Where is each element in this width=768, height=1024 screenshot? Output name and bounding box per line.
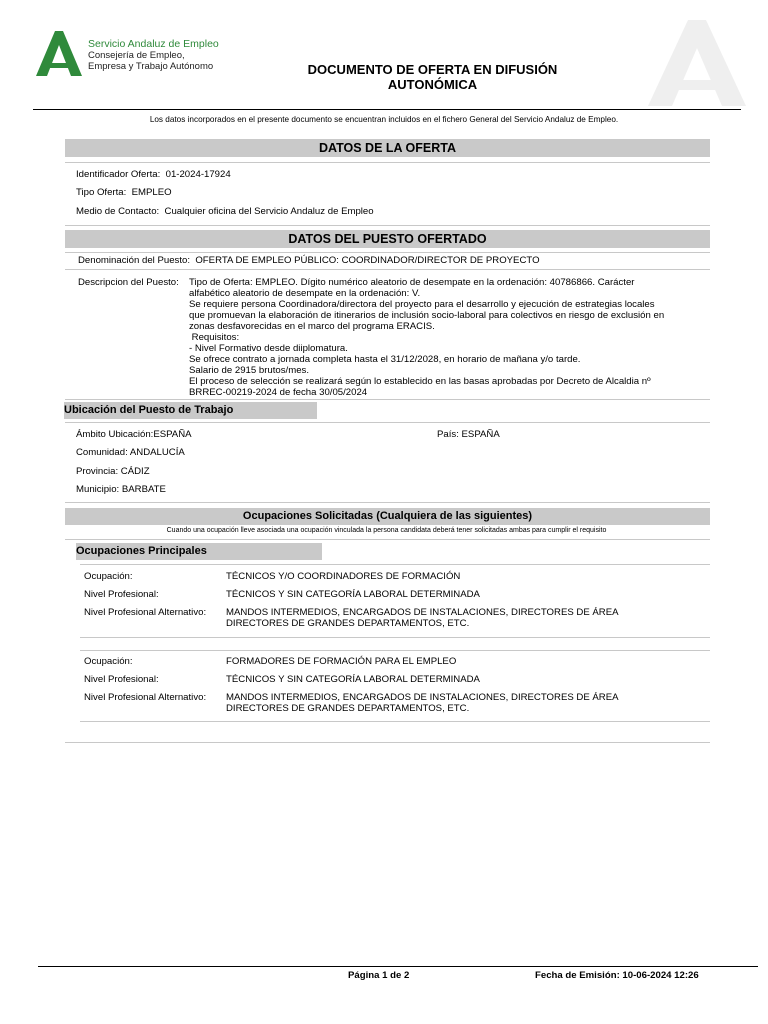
descripcion-label: Descripcion del Puesto:: [78, 277, 179, 288]
divider: [65, 162, 710, 163]
watermark-logo-icon: [640, 18, 750, 108]
section-ocupaciones-heading: Ocupaciones Solicitadas (Cualquiera de las siguientes): [65, 508, 710, 525]
divider: [65, 225, 710, 226]
org-department: Consejería de Empleo, Empresa y Trabajo Autónomo: [88, 50, 214, 72]
org-name: Servicio Andaluz de Empleo: [88, 38, 219, 50]
footer-rule: [38, 966, 758, 967]
divider: [65, 539, 710, 540]
junta-andalucia-logo-icon: [33, 31, 83, 77]
privacy-notice: Los datos incorporados en el presente documento se encuentran incluidos en el fichero General del Servicio Andaluz de Empleo.: [149, 115, 619, 124]
divider: [80, 721, 710, 722]
nivel-alt-value-line1: MANDOS INTERMEDIOS, ENCARGADOS DE INSTALACIONES, DIRECTORES DE ÁREA: [226, 607, 619, 618]
divider: [65, 502, 710, 503]
nivel-alt-label: Nivel Profesional Alternativo:: [84, 692, 207, 703]
identificador-oferta: Identificador Oferta: 01-2024-17924: [76, 169, 231, 180]
section-ubicacion-heading: Ubicación del Puesto de Trabajo: [64, 402, 317, 419]
nivel-label: Nivel Profesional:: [84, 674, 159, 685]
tipo-oferta: Tipo Oferta: EMPLEO: [76, 187, 172, 198]
ocupaciones-note: Cuando una ocupación lleve asociada una ocupación vinculada la persona candidata deberá tener solicitadas ambas para cumplir el requisito: [166, 527, 607, 534]
divider: [65, 742, 710, 743]
page-number: Página 1 de 2: [348, 970, 410, 981]
nivel-label: Nivel Profesional:: [84, 589, 159, 600]
emission-date: Fecha de Emisión: 10-06-2024 12:26: [535, 970, 699, 981]
divider: [80, 564, 710, 565]
header-rule: [33, 109, 741, 110]
provincia: Provincia: CÁDIZ: [76, 466, 150, 477]
ambito-ubicacion: Ámbito Ubicación:ESPAÑA: [76, 429, 192, 440]
section-datos-oferta-heading: DATOS DE LA OFERTA: [65, 139, 710, 157]
nivel-alt-value-line2: DIRECTORES DE GRANDES DEPARTAMENTOS, ETC.: [226, 618, 470, 629]
divider: [65, 269, 710, 270]
ocupacion-value: TÉCNICOS Y/O COORDINADORES DE FORMACIÓN: [226, 571, 461, 582]
section-datos-puesto-heading: DATOS DEL PUESTO OFERTADO: [65, 230, 710, 248]
descripcion-puesto: Tipo de Oferta: EMPLEO. Dígito numérico aleatorio de desempate en la ordenación: 40786866. Carácter alfabético aleatorio de desempate en la ordenación: V. Se requiere persona Coordinadora/directora del proyecto para el desarrollo y ejecución de estrategias locales que promuevan la elaboración de itinerarios de inclusión socio-laboral para colectivos en riesgo de exclusión en zonas desfavorecidas en el marco del programa ERACIS. Requisitos: - Nivel Formativo desde diiplomatura. Se ofrece contrato a jornada completa hasta el 31/12/2028, en horario de mañana y/o tarde. Salario de 2915 brutos/mes. El proceso de selección se realizará según lo establecido en las basas aprobadas por Decreto de Alcaldia nº BRREC-00219-2024 de fecha 30/05/2024: [189, 277, 665, 398]
nivel-alt-value-line2: DIRECTORES DE GRANDES DEPARTAMENTOS, ETC.: [226, 703, 470, 714]
divider: [80, 637, 710, 638]
document-title: DOCUMENTO DE OFERTA EN DIFUSIÓN AUTONÓMICA: [307, 62, 558, 92]
divider: [65, 399, 710, 400]
medio-contacto: Medio de Contacto: Cualquier oficina del Servicio Andaluz de Empleo: [76, 206, 374, 217]
ocupacion-label: Ocupación:: [84, 656, 133, 667]
divider: [65, 252, 710, 253]
nivel-alt-label: Nivel Profesional Alternativo:: [84, 607, 207, 618]
ocupacion-value: FORMADORES DE FORMACIÓN PARA EL EMPLEO: [226, 656, 457, 667]
divider: [80, 650, 710, 651]
municipio: Municipio: BARBATE: [76, 484, 166, 495]
denominacion-puesto: Denominación del Puesto: OFERTA DE EMPLEO PÚBLICO: COORDINADOR/DIRECTOR DE PROYECTO: [78, 255, 540, 266]
comunidad: Comunidad: ANDALUCÍA: [76, 447, 185, 458]
pais: País: ESPAÑA: [437, 429, 500, 440]
nivel-value: TÉCNICOS Y SIN CATEGORÍA LABORAL DETERMINADA: [226, 589, 480, 600]
ocupacion-label: Ocupación:: [84, 571, 133, 582]
nivel-value: TÉCNICOS Y SIN CATEGORÍA LABORAL DETERMINADA: [226, 674, 480, 685]
divider: [65, 422, 710, 423]
ocupaciones-principales-heading: Ocupaciones Principales: [76, 543, 322, 560]
nivel-alt-value-line1: MANDOS INTERMEDIOS, ENCARGADOS DE INSTALACIONES, DIRECTORES DE ÁREA: [226, 692, 619, 703]
